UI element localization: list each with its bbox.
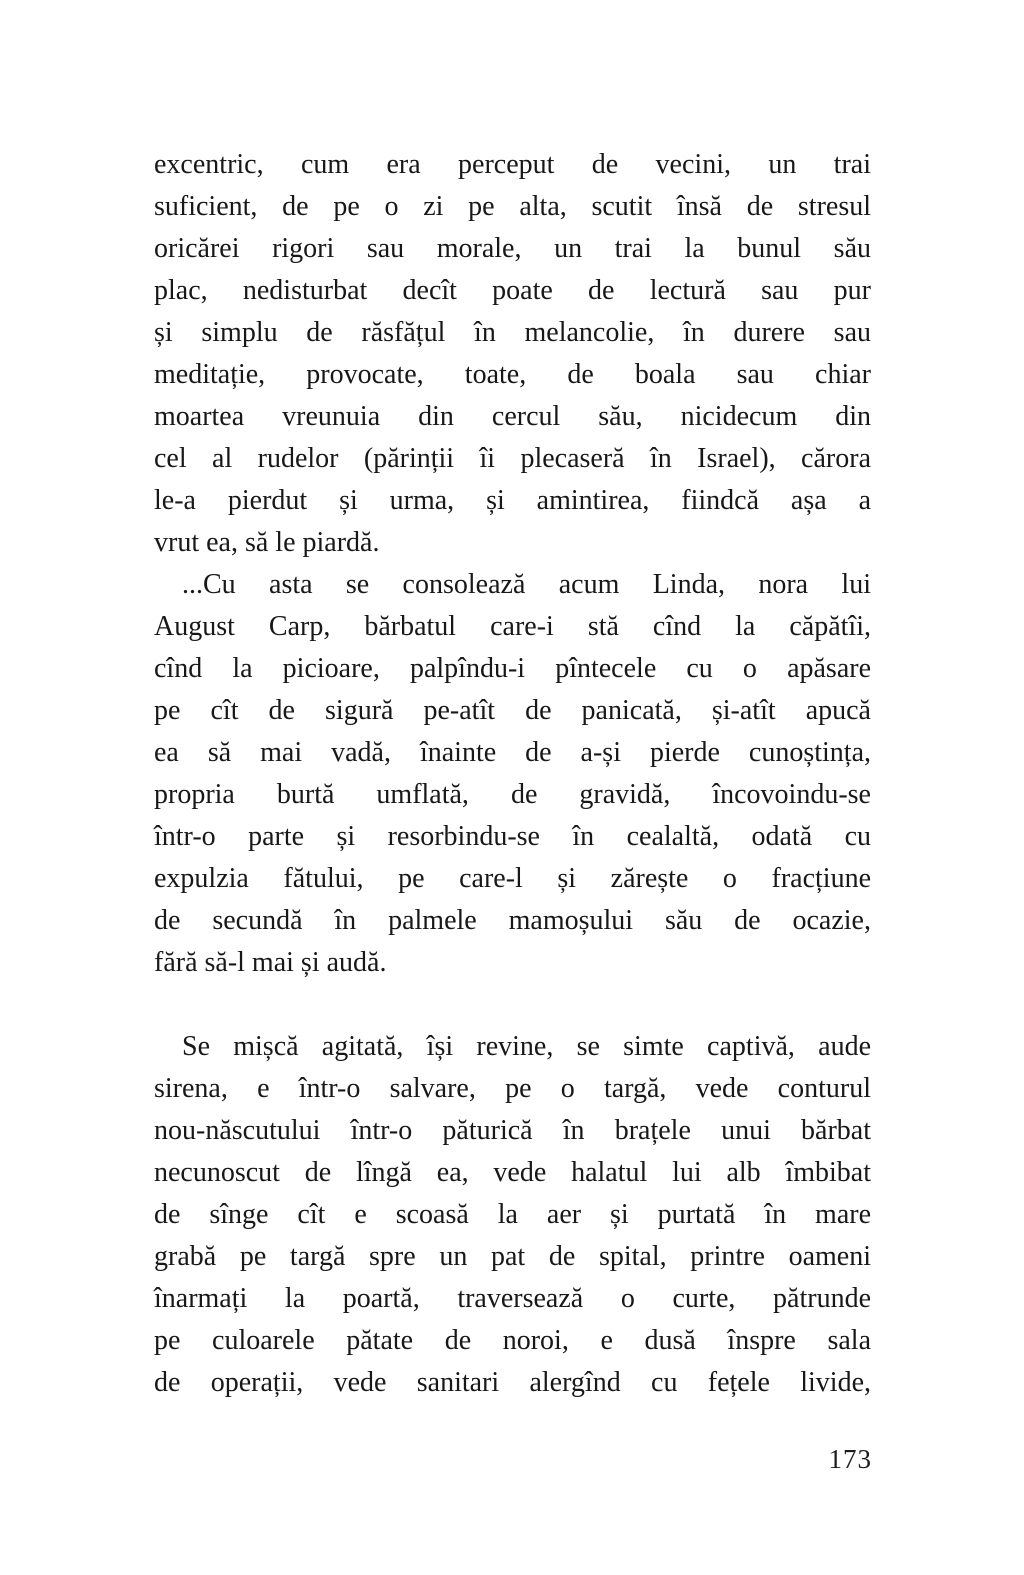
paragraph: [154, 144, 871, 564]
text-line: Se mișcă agitată, își revine, se simte captivă, aude: [182, 1031, 871, 1062]
text-line: propria burtă umflată, de gravidă, încovoindu-se: [154, 779, 871, 810]
text-line: necunoscut de lîngă ea, vede halatul lui alb îmbibat: [154, 1157, 871, 1188]
text-line: suficient, de pe o zi pe alta, scutit însă de stresul: [154, 191, 871, 222]
text-line: grabă pe targă spre un pat de spital, printre oameni: [154, 1241, 871, 1272]
text-line: moartea vreunuia din cercul său, nicidecum din: [154, 401, 871, 432]
text-line: ea să mai vadă, înainte de a-și pierde cunoștința,: [154, 737, 871, 768]
text-line: înarmați la poartă, traversează o curte, pătrunde: [154, 1283, 871, 1314]
text-line: excentric, cum era perceput de vecini, un trai: [154, 149, 871, 180]
text-line: August Carp, bărbatul care-i stă cînd la căpătîi,: [154, 611, 871, 642]
text-line: oricărei rigori sau morale, un trai la bunul său: [154, 233, 871, 264]
text-block: [154, 144, 871, 1404]
text-line: pe cît de sigură pe-atît de panicată, și-atît apucă: [154, 695, 871, 726]
text-line: le-a pierdut și urma, și amintirea, fiindcă așa a: [154, 485, 871, 516]
text-line: și simplu de răsfățul în melancolie, în durere sau: [154, 317, 871, 348]
text-line: de secundă în palmele mamoșului său de ocazie,: [154, 905, 871, 936]
text-line: de sînge cît e scoasă la aer și purtată în mare: [154, 1199, 871, 1230]
text-line: cel al rudelor (părinții îi plecaseră în Israel), cărora: [154, 443, 871, 474]
text-line: vrut ea, să le piardă.: [154, 527, 380, 558]
text-line: pe culoarele pătate de noroi, e dusă înspre sala: [154, 1325, 871, 1356]
text-line: de operații, vede sanitari alergînd cu fețele livide,: [154, 1367, 871, 1398]
text-line: expulzia fătului, pe care-l și zărește o fracțiune: [154, 863, 871, 894]
page-number: 173: [828, 1444, 872, 1474]
text-line: nou-născutului într-o păturică în brațele unui bărbat: [154, 1115, 871, 1146]
paragraph: [154, 564, 871, 984]
text-line: ...Cu asta se consolează acum Linda, nora lui: [182, 569, 871, 600]
text-line: cînd la picioare, palpîndu-i pîntecele cu o apăsare: [154, 653, 871, 684]
text-line: într-o parte și resorbindu-se în cealaltă, odată cu: [154, 821, 871, 852]
text-line: fără să-l mai și audă.: [154, 947, 387, 978]
text-line: plac, nedisturbat decît poate de lectură sau pur: [154, 275, 871, 306]
paragraph: [154, 1026, 871, 1404]
text-line: meditație, provocate, toate, de boala sau chiar: [154, 359, 871, 390]
text-line: sirena, e într-o salvare, pe o targă, vede conturul: [154, 1073, 871, 1104]
